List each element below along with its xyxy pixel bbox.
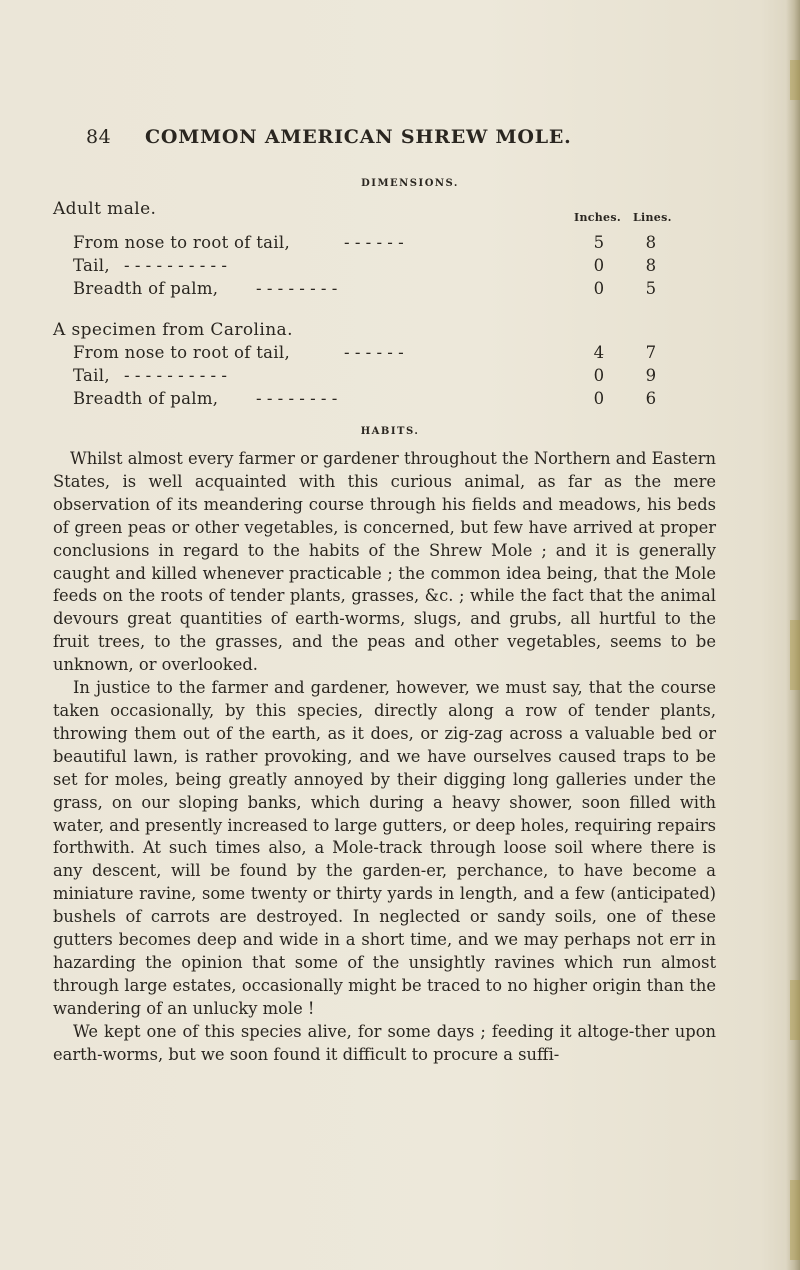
value-inches: 5	[593, 233, 605, 252]
edge-stain	[790, 620, 800, 690]
row-label: From nose to root of tail,	[73, 233, 290, 252]
edge-stain	[790, 1180, 800, 1260]
leader-dashes: - - - - - - - - - -	[124, 366, 227, 385]
habits-caption: HABITS.	[360, 426, 420, 437]
leader-dashes: - - - - - -	[344, 233, 404, 252]
edge-stain	[790, 980, 800, 1040]
table-row	[0, 256, 800, 278]
edge-stain	[790, 60, 800, 100]
page-number: 84	[86, 126, 112, 148]
value-inches: 0	[593, 256, 605, 275]
column-header-inches: Inches.	[574, 211, 621, 224]
row-label: Breadth of palm,	[73, 389, 219, 408]
paragraph: We kept one of this species alive, for some days ; feeding it altoge-ther upon earth-worms, but we soon found it difficult to procure a suffi-	[53, 1021, 716, 1064]
leader-dashes: - - - - - -	[344, 343, 404, 362]
habits-text	[53, 448, 716, 1066]
group-title-carolina-specimen: A specimen from Carolina.	[53, 320, 293, 340]
group-title-adult-male: Adult male.	[53, 199, 157, 219]
running-title: COMMON AMERICAN SHREW MOLE.	[145, 126, 572, 148]
value-inches: 0	[593, 389, 605, 408]
row-label: From nose to root of tail,	[73, 343, 290, 362]
leader-dashes: - - - - - - - -	[256, 279, 338, 298]
row-label: Breadth of palm,	[73, 279, 219, 298]
table-row	[0, 389, 800, 411]
value-inches: 0	[593, 279, 605, 298]
value-inches: 0	[593, 366, 605, 385]
row-label: Tail,	[73, 256, 110, 275]
leader-dashes: - - - - - - - -	[256, 389, 338, 408]
value-inches: 4	[593, 343, 605, 362]
dimensions-caption: DIMENSIONS.	[361, 178, 459, 189]
table-row	[0, 366, 800, 388]
value-lines: 7	[645, 343, 657, 362]
value-lines: 9	[645, 366, 657, 385]
value-lines: 5	[645, 279, 657, 298]
value-lines: 8	[645, 233, 657, 252]
leader-dashes: - - - - - - - - - -	[124, 256, 227, 275]
value-lines: 6	[645, 389, 657, 408]
running-header	[0, 126, 800, 150]
column-header-lines: Lines.	[633, 211, 672, 224]
table-row	[0, 279, 800, 301]
value-lines: 8	[645, 256, 657, 275]
paragraph: Whilst almost every farmer or gardener throughout the Northern and Eastern States, is well acquainted with this curious animal, as far as the mere observation of its meandering course through his fields and meadows, his beds of green peas or other vegetables, is concerned, but few have arrived at proper conclusions in regard to the habits of the Shrew Mole ; and it is generally caught and killed whenever practicable ; the common idea being, that the Mole feeds on the roots of tender plants, grasses, &c. ; while the fact that the animal devours great quantities of earth-worms, slugs, and grubs, all hurtful to the fruit trees, to the grasses, and the peas and other vegetables, seems to be unknown, or overlooked.	[53, 449, 716, 675]
row-label: Tail,	[73, 366, 110, 385]
table-row	[0, 343, 800, 365]
paragraph: In justice to the farmer and gardener, however, we must say, that the course taken occasionally, by this species, directly along a row of tender plants, throwing them out of the earth, as it does, or zig-zag across a valuable bed or beautiful lawn, is rather provoking, and we have ourselves caused traps to be set for moles, being greatly annoyed by their digging long galleries under the grass, on our sloping banks, which during a heavy shower, soon filled with water, and presently increased to large gutters, or deep holes, requiring repairs forthwith. At such times also, a Mole-track through loose soil where there is any descent, will be found by the garden-er, perchance, to have become a miniature ravine, some twenty or thirty yards in length, and a few (anticipated) bushels of carrots are destroyed. In neglected or sandy soils, one of these gutters becomes deep and wide in a short time, and we may perhaps not err in hazarding the opinion that some of the unsightly ravines which run almost through large estates, occasionally might be traced to no higher origin than the wandering of an unlucky mole !	[53, 678, 716, 1018]
table-row	[0, 233, 800, 255]
